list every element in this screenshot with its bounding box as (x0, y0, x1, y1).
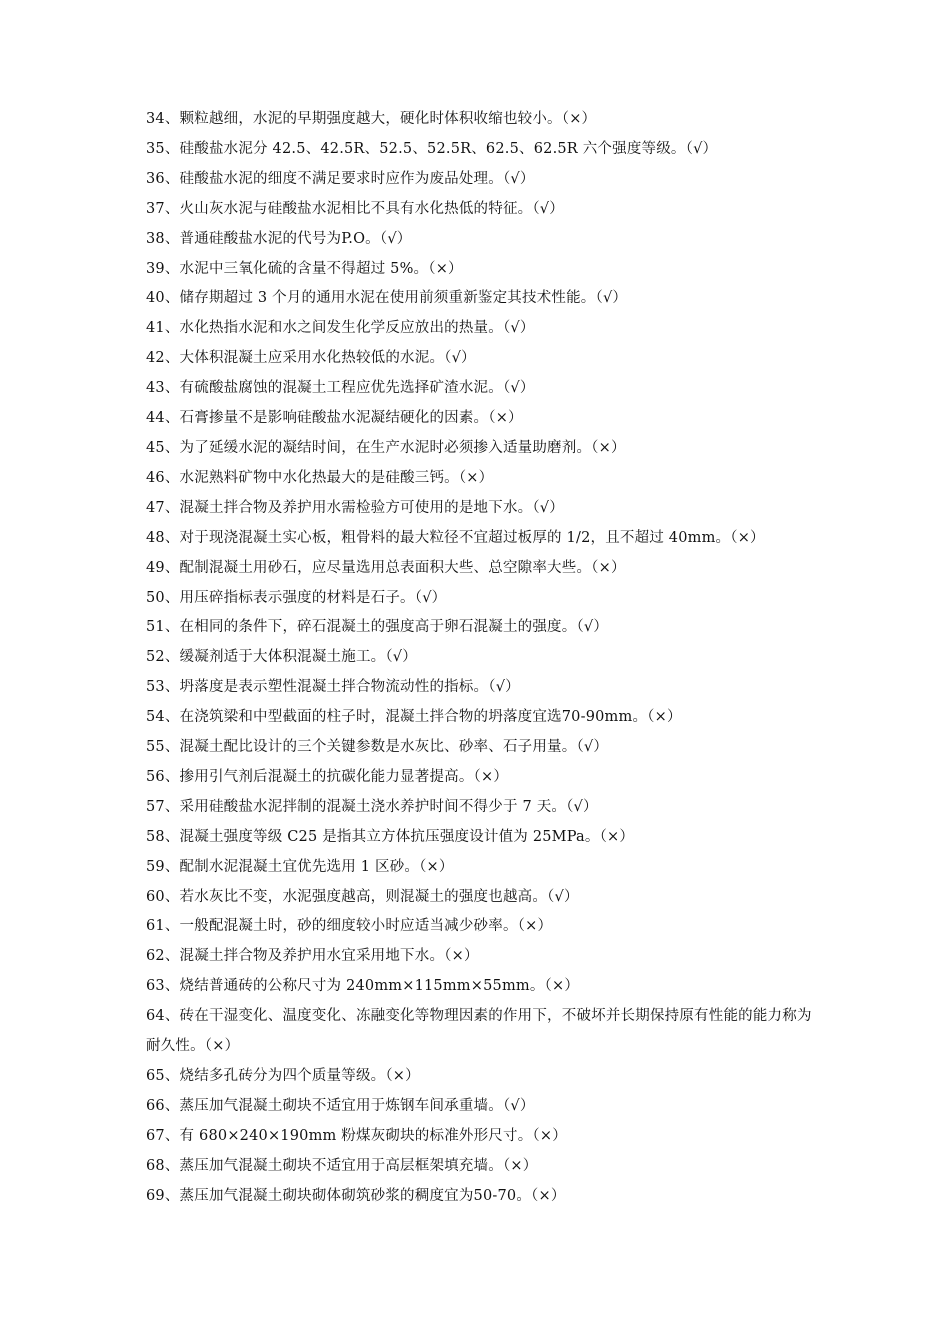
question-50: 50、用压碎指标表示强度的材料是石子。（√） (146, 589, 447, 606)
question-45: 45、为了延缓水泥的凝结时间，在生产水泥时必须掺入适量助磨剂。（×） (146, 439, 626, 456)
question-37: 37、火山灰水泥与硅酸盐水泥相比不具有水化热低的特征。（√） (146, 200, 564, 217)
question-41: 41、水化热指水泥和水之间发生化学反应放出的热量。（√） (146, 320, 535, 337)
question-64: 64、砖在干湿变化、温度变化、冻融变化等物理因素的作用下，不破坏并长期保持原有性能的能力称为耐久性。（×） (146, 1008, 812, 1055)
question-44: 44、石膏掺量不是影响硅酸盐水泥凝结硬化的因素。（×） (146, 410, 523, 427)
question-53: 53、坍落度是表示塑性混凝土拌合物流动性的指标。（√） (146, 679, 520, 696)
question-54: 54、在浇筑梁和中型截面的柱子时，混凝土拌合物的坍落度宜选70-90mm。（×） (146, 709, 682, 726)
question-67: 67、有 680×240×190mm 粉煤灰砌块的标准外形尺寸。（×） (146, 1127, 567, 1144)
question-52: 52、缓凝剂适于大体积混凝土施工。（√） (146, 649, 417, 666)
question-57: 57、采用硅酸盐水泥拌制的混凝土浇水养护时间不得少于 7 天。（√） (146, 798, 598, 815)
question-43: 43、有硫酸盐腐蚀的混凝土工程应优先选择矿渣水泥。（√） (146, 380, 535, 397)
question-69: 69、蒸压加气混凝土砌块砌体砌筑砂浆的稠度宜为50-70。（×） (146, 1187, 566, 1204)
question-list (146, 105, 826, 1212)
question-48: 48、对于现浇混凝土实心板，粗骨料的最大粒径不宜超过板厚的 1/2，且不超过 40mm。（×） (146, 529, 765, 546)
question-38: 38、普通硅酸盐水泥的代号为P.O。（√） (146, 230, 412, 247)
question-35: 35、硅酸盐水泥分 42.5、42.5R、52.5、52.5R、62.5、62.5R 六个强度等级。（√） (146, 140, 718, 157)
question-36: 36、硅酸盐水泥的细度不满足要求时应作为废品处理。（√） (146, 170, 535, 187)
question-61: 61、一般配混凝土时，砂的细度较小时应适当减少砂率。（×） (146, 918, 553, 935)
question-39: 39、水泥中三氧化硫的含量不得超过 5%。（×） (146, 260, 463, 277)
question-59: 59、配制水泥混凝土宜优先选用 1 区砂。（×） (146, 858, 454, 875)
question-47: 47、混凝土拌合物及养护用水需检验方可使用的是地下水。（√） (146, 499, 564, 516)
question-40: 40、储存期超过 3 个月的通用水泥在使用前须重新鉴定其技术性能。（√） (146, 290, 628, 307)
question-63: 63、烧结普通砖的公称尺寸为 240mm×115mm×55mm。（×） (146, 978, 580, 995)
question-66: 66、蒸压加气混凝土砌块不适宜用于炼钢车间承重墙。（√） (146, 1097, 535, 1114)
question-46: 46、水泥熟料矿物中水化热最大的是硅酸三钙。（×） (146, 469, 494, 486)
question-60: 60、若水灰比不变，水泥强度越高，则混凝土的强度也越高。（√） (146, 888, 579, 905)
question-55: 55、混凝土配比设计的三个关键参数是水灰比、砂率、石子用量。（√） (146, 739, 609, 756)
question-65: 65、烧结多孔砖分为四个质量等级。（×） (146, 1068, 420, 1084)
question-68: 68、蒸压加气混凝土砌块不适宜用于高层框架填充墙。（×） (146, 1157, 538, 1174)
question-51: 51、在相同的条件下，碎石混凝土的强度高于卵石混凝土的强度。（√） (146, 619, 609, 636)
question-58: 58、混凝土强度等级 C25 是指其立方体抗压强度设计值为 25MPa。（×） (146, 828, 635, 845)
question-56: 56、掺用引气剂后混凝土的抗碳化能力显著提高。（×） (146, 768, 509, 785)
question-34: 34、颗粒越细，水泥的早期强度越大，硬化时体积收缩也较小。（×） (146, 111, 597, 127)
question-42: 42、大体积混凝土应采用水化热较低的水泥。（√） (146, 350, 476, 367)
question-62: 62、混凝土拌合物及养护用水宜采用地下水。（×） (146, 948, 479, 965)
question-49: 49、配制混凝土用砂石，应尽量选用总表面积大些、总空隙率大些。（×） (146, 559, 626, 576)
